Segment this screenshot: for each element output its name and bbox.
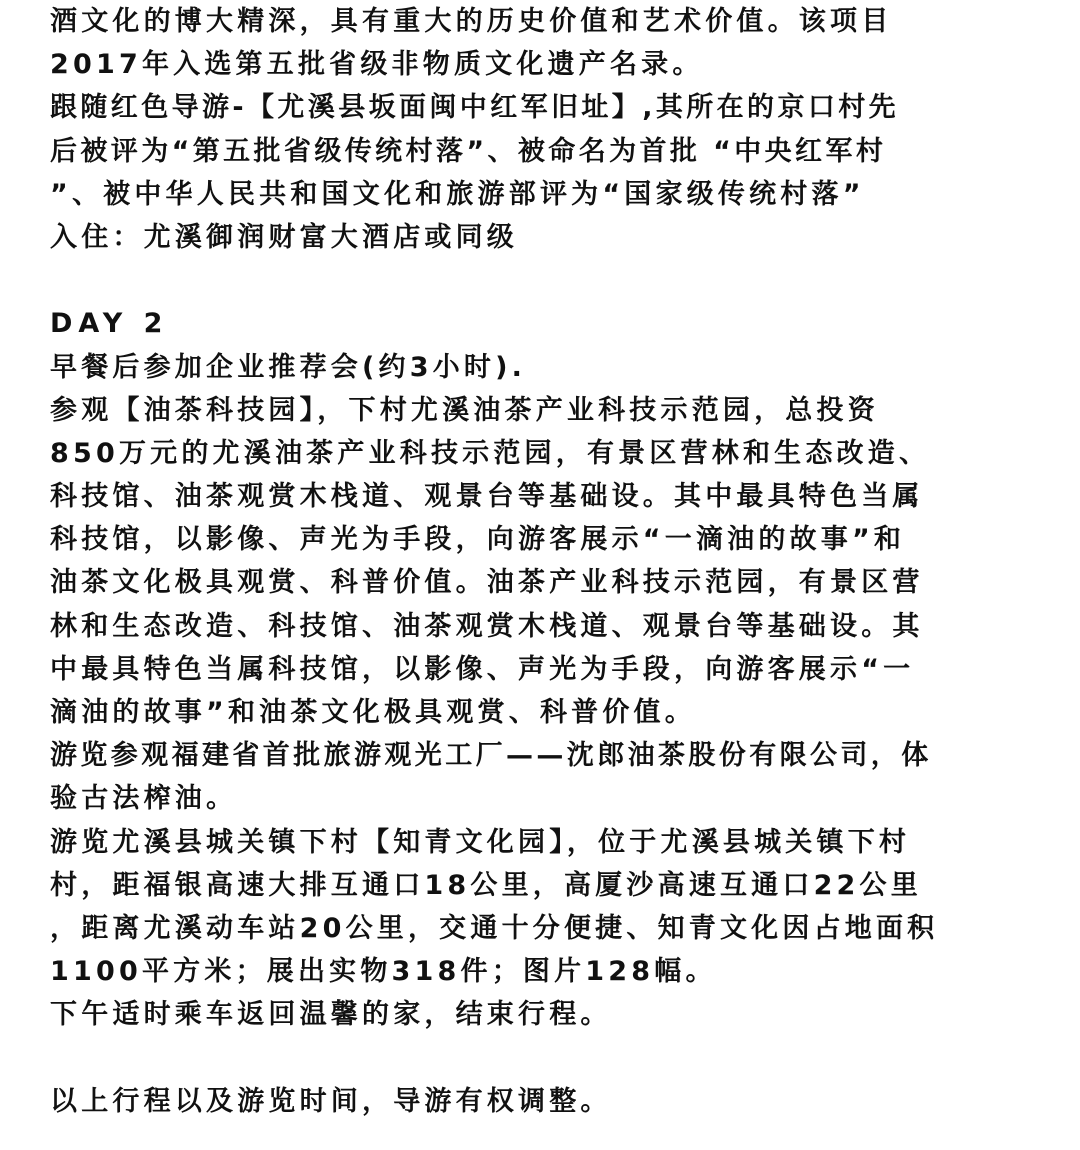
text-line: 油茶文化极具观赏、科普价值。油茶产业科技示范园，有景区营 xyxy=(50,567,924,599)
text-line: 跟随红色导游-【尤溪县坂面闽中红军旧址】,其所在的京口村先 xyxy=(50,92,900,124)
text-line: 下午适时乘车返回温馨的家，结束行程。 xyxy=(50,999,612,1031)
text-line: 参观【油茶科技园】，下村尤溪油茶产业科技示范园，总投资 xyxy=(50,394,879,426)
text-line: ，距离尤溪动车站20公里，交通十分便捷、知青文化因占地面积 xyxy=(50,912,939,944)
day-heading: DAY 2 xyxy=(50,308,169,340)
text-line: 林和生态改造、科技馆、油茶观赏木栈道、观景台等基础设。其 xyxy=(50,610,924,642)
text-line: 中最具特色当属科技馆，以影像、声光为手段，向游客展示“一 xyxy=(50,653,915,685)
text-line: 科技馆、油茶观赏木栈道、观景台等基础设。其中最具特色当属 xyxy=(50,481,924,513)
accommodation-line: 入住：尤溪御润财富大酒店或同级 xyxy=(50,221,518,253)
text-line: 滴油的故事”和油茶文化极具观赏、科普价值。 xyxy=(50,697,696,728)
text-line: 验古法榨油。 xyxy=(50,783,238,815)
text-line: 科技馆，以影像、声光为手段，向游客展示“一滴油的故事”和 xyxy=(50,524,906,556)
text-line: 1100平方米；展出实物318件；图片128幅。 xyxy=(50,956,717,988)
text-line: 游览参观福建省首批旅游观光工厂——沈郎油茶股份有限公司，体 xyxy=(50,740,932,772)
text-line: 2017年入选第五批省级非物质文化遗产名录。 xyxy=(50,49,704,81)
text-line: 酒文化的博大精深，具有重大的历史价值和艺术价值。该项目 xyxy=(50,6,893,37)
text-line: 村，距福银高速大排互通口18公里，高厦沙高速互通口22公里 xyxy=(50,869,922,901)
itinerary-document xyxy=(50,0,1062,1123)
text-line: 早餐后参加企业推荐会(约3小时). xyxy=(50,351,527,383)
text-line: 游览尤溪县城关镇下村【知青文化园】，位于尤溪县城关镇下村 xyxy=(50,826,911,858)
text-line: ”、被中华人民共和国文化和旅游部评为“国家级传统村落” xyxy=(50,178,865,210)
text-line: 850万元的尤溪油茶产业科技示范园，有景区营林和生态改造、 xyxy=(50,437,931,469)
blank-line xyxy=(50,1037,1062,1080)
blank-line xyxy=(50,259,1062,302)
closing-note: 以上行程以及游览时间，导游有权调整。 xyxy=(50,1085,612,1117)
text-line: 后被评为“第五批省级传统村落”、被命名为首批 “中央红军村 xyxy=(50,135,887,167)
